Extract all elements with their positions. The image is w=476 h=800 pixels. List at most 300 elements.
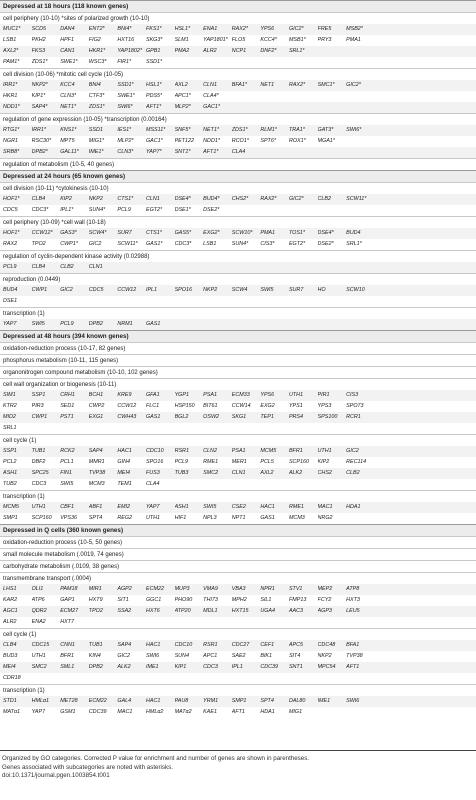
gene-cell: PIR1 (317, 392, 330, 398)
gene-row (0, 696, 476, 707)
gene-cell (175, 262, 204, 273)
gene-cell: HKR1 (3, 93, 18, 99)
gene-cell (260, 673, 289, 684)
gene-cell: THI73 (203, 597, 218, 603)
gene-cell: UTH1 (31, 504, 46, 510)
gene-cell (289, 296, 318, 307)
gene-cell (289, 479, 318, 490)
gene-cell: AGC1 (3, 608, 18, 614)
gene-cell: TUB1 (88, 642, 103, 648)
gene-cell (175, 479, 204, 490)
gene-cell: UTH1 (288, 392, 304, 398)
gene-cell: EXG2* (203, 230, 220, 236)
category-header: small molecule metabolism (.0019, 74 genes) (0, 548, 476, 560)
gene-row (0, 296, 476, 307)
category-header: cell periphery (10-10) *sites of polarized growth (10-10) (0, 12, 476, 24)
gene-cell (89, 296, 118, 307)
gene-cell: SIM1 (3, 392, 16, 398)
gene-cell: HSP150 (174, 403, 195, 409)
gene-cell: CLN2 (203, 448, 217, 454)
gene-cell: CBF1 (60, 504, 74, 510)
gene-cell: PMA1 (260, 230, 276, 236)
gene-cell: PRS4 (288, 414, 304, 420)
gene-cell: SUR7 (288, 287, 304, 293)
gene-row (0, 194, 476, 205)
gene-cell: LSB1 (3, 37, 17, 43)
gene-cell (232, 57, 261, 68)
gene-cell: GIN4 (117, 459, 130, 465)
gene-cell (260, 91, 289, 102)
gene-cell: CLN1 (145, 196, 160, 202)
gene-cell: CLB2 (346, 470, 360, 476)
gene-cell: CLA4 (145, 481, 160, 487)
gene-cell: BNI4* (117, 26, 132, 32)
gene-cell: GFA1 (145, 392, 160, 398)
gene-cell: RAX2* (288, 82, 306, 88)
gene-cell: MSB1* (288, 37, 306, 43)
gene-row (0, 651, 476, 662)
gene-cell: SNF5* (174, 127, 191, 133)
gene-cell: IPL1 (231, 664, 243, 670)
gene-cell: NCP1 (231, 48, 247, 54)
gene-cell: BIK1 (260, 653, 273, 659)
gene-cell (289, 319, 318, 330)
gene-cell: ALR2 (203, 48, 217, 54)
gene-cell: AFT1* (145, 104, 162, 110)
gene-cell: MATα1 (3, 709, 21, 715)
gene-cell: CLB2 (317, 196, 332, 202)
gene-row (0, 57, 476, 68)
gene-cell: BUD4 (3, 287, 18, 293)
gene-cell: MCM5 (260, 448, 277, 454)
gene-cell: FCY2 (317, 597, 332, 603)
gene-cell: TUB1 (31, 448, 46, 454)
gene-row (0, 412, 476, 423)
gene-cell: HXT16 (117, 37, 135, 43)
gene-cell (117, 296, 146, 307)
gene-row (0, 35, 476, 46)
gene-cell: FLO5 (231, 37, 246, 43)
gene-cell (260, 205, 289, 216)
gene-cell: SCW4* (88, 230, 107, 236)
gene-cell: DSE1 (3, 298, 18, 304)
gene-cell (318, 147, 347, 158)
gene-cell: YAP7 (31, 709, 46, 715)
gene-cell: PSA1 (231, 448, 246, 454)
category-header: transcription (1) (0, 490, 476, 502)
gene-cell: MMR1 (88, 459, 105, 465)
gene-row (0, 457, 476, 468)
gene-cell: PMA1 (346, 37, 361, 43)
gene-cell: YAP7 (3, 321, 17, 327)
gene-cell: HOF1* (3, 196, 20, 202)
gene-cell: EXG2 (260, 403, 275, 409)
gene-cell: MPT5 (60, 138, 75, 144)
footnote-line-1: Organized by GO categories. Corrected P value for enrichment and number of genes are shown in parentheses. (2, 755, 310, 762)
gene-cell: SKG1 (231, 414, 247, 420)
gene-cell: CDC10 (174, 642, 193, 648)
gene-row (0, 640, 476, 651)
gene-cell: SUN4* (88, 207, 106, 213)
gene-cell: HAC1 (145, 698, 161, 704)
gene-cell: PAU8 (174, 698, 189, 704)
gene-cell: SSP1 (31, 392, 46, 398)
gene-cell (32, 673, 61, 684)
gene-cell: SCW10* (231, 230, 253, 236)
gene-cell: YAP1801* (203, 37, 228, 43)
gene-cell: NKP2* (31, 82, 48, 88)
category-header: transcription (1) (0, 307, 476, 319)
gene-cell: VBA3 (231, 586, 246, 592)
category-header: phosphorus metabolism (10-11, 115 genes) (0, 354, 476, 366)
gene-cell (346, 46, 375, 57)
gene-cell: SWI6 (346, 698, 360, 704)
gene-cell (260, 479, 289, 490)
gene-cell: GAL11* (60, 149, 79, 155)
gene-cell: TVP38 (346, 653, 363, 659)
gene-cell: RCK2 (60, 448, 75, 454)
gene-cell: NKP2 (88, 196, 103, 202)
gene-cell: SAE2 (231, 653, 246, 659)
gene-cell: RSR1 (174, 448, 189, 454)
gene-cell: KAR2 (3, 597, 18, 603)
gene-cell: SWI6 (145, 653, 160, 659)
gene-cell: HXT15 (231, 608, 249, 614)
gene-cell: CCW12 (117, 287, 137, 293)
gene-cell: GAC1* (145, 138, 163, 144)
gene-cell: PST1 (60, 414, 74, 420)
gene-cell (346, 262, 375, 273)
gene-cell: SWI5 (31, 321, 45, 327)
gene-cell: CLN1 (231, 470, 246, 476)
gene-cell: TEP1 (260, 414, 274, 420)
gene-cell: ROX1* (288, 138, 306, 144)
gene-cell: IES1* (117, 127, 132, 133)
category-header: reproduction (0.0449) (0, 273, 476, 285)
gene-cell: KIN4 (88, 653, 101, 659)
gene-cell: MER1 (231, 459, 247, 465)
gene-cell: PCL2 (3, 459, 17, 465)
gene-cell: CLB2 (60, 264, 74, 270)
gene-cell (289, 617, 318, 628)
gene-cell: AGP3 (317, 608, 332, 614)
gene-cell: UGA4 (260, 608, 276, 614)
gene-cell: YPS6 (260, 26, 275, 32)
gene-cell: RAX2 (3, 241, 18, 247)
gene-cell: GSM1 (60, 709, 76, 715)
gene-cell: ATP8 (346, 586, 360, 592)
category-header: oxidation-reduction process (10-17, 82 genes) (0, 342, 476, 354)
gene-cell: CWP1 (31, 414, 48, 420)
gene-cell: SPO73 (346, 403, 364, 409)
gene-cell: HKR1* (88, 48, 106, 54)
gene-cell: HXT3 (346, 597, 360, 603)
gene-cell: RLM1* (260, 127, 277, 133)
gene-cell: GAS1 (260, 515, 275, 521)
gene-cell (346, 319, 375, 330)
gene-cell: ZDS1* (31, 59, 48, 65)
gene-cell: CLN1 (88, 264, 103, 270)
gene-cell (232, 673, 261, 684)
gene-cell: DPB2* (31, 149, 48, 155)
gene-cell: GAL4 (117, 698, 132, 704)
gene-cell: CLA4* (203, 93, 219, 99)
gene-cell: GAS3* (60, 230, 77, 236)
category-header: cell wall organization or biogenesis (10-11) (0, 378, 476, 390)
gene-cell: EGT2* (288, 241, 306, 247)
gene-row (0, 502, 476, 513)
gene-cell (146, 673, 175, 684)
gene-cell: APC5 (288, 642, 304, 648)
gene-row (0, 595, 476, 606)
gene-cell (146, 423, 175, 434)
gene-cell: SCP160 (31, 515, 52, 521)
gene-cell: GIC2 (346, 448, 359, 454)
gene-cell: PMA2 (174, 48, 190, 54)
gene-cell: APC1 (203, 653, 218, 659)
gene-cell (232, 102, 261, 113)
gene-cell: SAP4* (31, 104, 48, 110)
gene-cell: AFT1 (346, 664, 360, 670)
gene-cell: SKG3* (145, 37, 163, 43)
gene-cell: CDC39 (260, 664, 279, 670)
section-header: Depressed at 48 hours (394 known genes) (0, 330, 476, 342)
gene-row (0, 285, 476, 296)
gene-cell (346, 479, 375, 490)
gene-row (0, 423, 476, 434)
gene-cell: GGC1 (145, 597, 162, 603)
gene-cell: GIC2 (60, 287, 73, 293)
gene-cell: DBF2 (31, 459, 46, 465)
gene-cell: CAN1 (60, 48, 75, 54)
gene-cell: SMC2 (31, 664, 47, 670)
gene-cell (260, 319, 289, 330)
gene-row (0, 205, 476, 216)
gene-cell (146, 296, 175, 307)
gene-cell (346, 136, 375, 147)
gene-cell: MDL1 (203, 608, 218, 614)
gene-cell: MET28 (60, 698, 78, 704)
gene-cell: HSL1* (145, 82, 162, 88)
gene-cell: CDC10 (145, 448, 164, 454)
gene-cell: SUN4* (231, 241, 249, 247)
gene-cell: ALK2 (117, 664, 131, 670)
gene-cell: NPL3 (203, 515, 217, 521)
gene-cell: BFA1 (346, 642, 360, 648)
gene-cell: SSP1 (3, 448, 17, 454)
gene-cell: SRL1* (288, 48, 305, 54)
gene-cell: KAE1 (203, 709, 217, 715)
gene-cell (260, 296, 289, 307)
gene-cell: ALR2 (3, 619, 17, 625)
gene-cell: FIG2 (88, 37, 101, 43)
gene-cell: HDA1 (346, 504, 361, 510)
gene-cell (260, 617, 289, 628)
section-header: Depressed at 18 hours (118 known genes) (0, 0, 476, 12)
gene-cell: NET1 (260, 82, 275, 88)
gene-cell (146, 617, 175, 628)
gene-cell: DAN4 (60, 26, 75, 32)
gene-cell: CDC5 (3, 207, 18, 213)
gene-cell (175, 296, 204, 307)
gene-cell (203, 57, 232, 68)
gene-cell: ATP6 (31, 597, 45, 603)
gene-cell (289, 91, 318, 102)
gene-cell: YPS3 (317, 403, 332, 409)
gene-cell: AFT1* (203, 149, 219, 155)
gene-cell: NDD1* (3, 104, 20, 110)
gene-cell: CTF3* (88, 93, 105, 99)
gene-cell: MPH2 (231, 597, 247, 603)
gene-cell (289, 205, 318, 216)
gene-cell: VMA9 (203, 586, 218, 592)
gene-cell: GIC2* (288, 196, 304, 202)
category-header: organonitrogen compound metabolism (10-10, 102 genes) (0, 366, 476, 378)
gene-cell: PHO90 (174, 597, 193, 603)
gene-cell: ALK2 (288, 470, 303, 476)
gene-cell: CWP2 (88, 403, 105, 409)
gene-row (0, 228, 476, 239)
gene-cell: CTS1* (117, 196, 134, 202)
gene-cell: MCM5 (3, 504, 19, 510)
gene-cell: CLN3* (60, 93, 77, 99)
gene-cell (318, 479, 347, 490)
gene-cell (260, 147, 289, 158)
gene-cell: IPL1* (60, 207, 74, 213)
gene-cell (260, 423, 289, 434)
gene-row (0, 606, 476, 617)
gene-cell: ATP20 (174, 608, 191, 614)
gene-cell: PKH2 (31, 37, 46, 43)
gene-cell: NRG2 (317, 515, 333, 521)
gene-cell (346, 296, 375, 307)
footnote-line-2: Genes associated with subcategories are noted with asterisks. (2, 763, 173, 771)
gene-cell: ECM27 (60, 608, 79, 614)
gene-row (0, 479, 476, 490)
gene-cell: GAS1* (145, 241, 163, 247)
gene-cell (232, 479, 261, 490)
gene-cell: DAL80 (288, 698, 306, 704)
gene-cell: DSE1* (174, 207, 191, 213)
gene-cell: ECM33 (231, 392, 250, 398)
gene-cell: YAP7 (145, 504, 160, 510)
category-header: regulation of metabolism (10-5, 40 genes) (0, 158, 476, 170)
gene-cell: MEP2 (317, 586, 333, 592)
gene-cell (203, 673, 232, 684)
category-header: cell division (10-11) *cytokinesis (10-10) (0, 182, 476, 194)
gene-cell (289, 262, 318, 273)
gene-cell: YGP1 (174, 392, 189, 398)
gene-cell (346, 617, 375, 628)
gene-cell: CLB4 (31, 264, 46, 270)
gene-cell: TOS1* (288, 230, 306, 236)
gene-cell: SWE1* (117, 93, 135, 99)
gene-cell: SWI6* (117, 104, 133, 110)
gene-row (0, 80, 476, 91)
gene-cell: BFR1 (60, 653, 74, 659)
gene-cell: EMI2 (117, 504, 130, 510)
gene-cell (117, 262, 146, 273)
gene-cell: SRL1* (346, 241, 362, 247)
category-header: regulation of gene expression (10-05) *transcription (0.00164) (0, 113, 476, 125)
gene-cell: PIR3 (31, 403, 44, 409)
gene-cell: CWP1* (60, 241, 78, 247)
gene-cell: RAX2* (231, 26, 248, 32)
gene-cell: MIG1* (88, 138, 105, 144)
gene-cell (117, 673, 146, 684)
gene-cell: HXT6 (145, 608, 160, 614)
gene-cell: GAT3* (317, 127, 334, 133)
gene-cell (232, 296, 261, 307)
gene-cell (289, 102, 318, 113)
gene-cell: BFR1 (288, 448, 303, 454)
gene-cell: SRB8* (3, 149, 20, 155)
gene-cell: DNF2* (260, 48, 277, 54)
gene-cell: MSB2* (346, 26, 363, 32)
gene-row (0, 125, 476, 136)
gene-cell: PET122 (174, 138, 195, 144)
gene-cell: SCW11* (346, 196, 367, 202)
gene-cell: CSE2 (231, 504, 246, 510)
gene-cell (318, 673, 347, 684)
gene-row (0, 584, 476, 595)
gene-cell: SAP4 (117, 642, 132, 648)
gene-cell (260, 102, 289, 113)
gene-cell: MLP2* (174, 104, 191, 110)
gene-cell: BUD4 (346, 230, 361, 236)
gene-cell: CLN3* (117, 149, 134, 155)
gene-cell: CNN1 (60, 642, 75, 648)
gene-cell: BFA1* (231, 82, 247, 88)
gene-row (0, 46, 476, 57)
gene-cell (289, 673, 318, 684)
gene-cell: GIC2 (117, 653, 130, 659)
gene-cell: NGR1 (3, 138, 18, 144)
gene-cell (175, 319, 204, 330)
gene-cell: SMP1 (231, 698, 247, 704)
gene-cell: UTH1 (31, 653, 46, 659)
gene-cell (318, 57, 347, 68)
gene-cell: SWI6* (346, 127, 362, 133)
gene-cell: FIR1* (117, 59, 132, 65)
gene-cell: BUD4* (203, 196, 220, 202)
gene-cell: CIS3* (260, 241, 275, 247)
gene-cell: SPS100 (317, 414, 338, 420)
gene-cell: SSD1* (117, 82, 134, 88)
gene-cell: SWE1* (60, 59, 78, 65)
gene-cell: SPO16 (145, 459, 164, 465)
gene-cell: GPB1 (145, 48, 161, 54)
gene-cell: PAM1* (3, 59, 20, 65)
gene-cell: IRR1* (3, 82, 18, 88)
gene-cell: SCP160 (288, 459, 310, 465)
gene-cell: CDR18 (3, 675, 21, 681)
gene-row (0, 239, 476, 250)
gene-cell: MEI4 (3, 664, 16, 670)
gene-cell (346, 102, 375, 113)
gene-cell: HXT7 (60, 619, 74, 625)
gene-cell (318, 205, 347, 216)
gene-row (0, 707, 476, 718)
gene-cell (203, 262, 232, 273)
gene-cell: SMC2 (203, 470, 219, 476)
gene-cell: EGT2* (145, 207, 163, 213)
gene-cell: IPL1 (145, 287, 158, 293)
gene-cell: REG2 (117, 515, 133, 521)
gene-cell: ZDS1* (88, 104, 105, 110)
gene-cell: AFT1 (231, 709, 245, 715)
category-header: oxidation-reduction process (10-5, 50 genes) (0, 536, 476, 548)
